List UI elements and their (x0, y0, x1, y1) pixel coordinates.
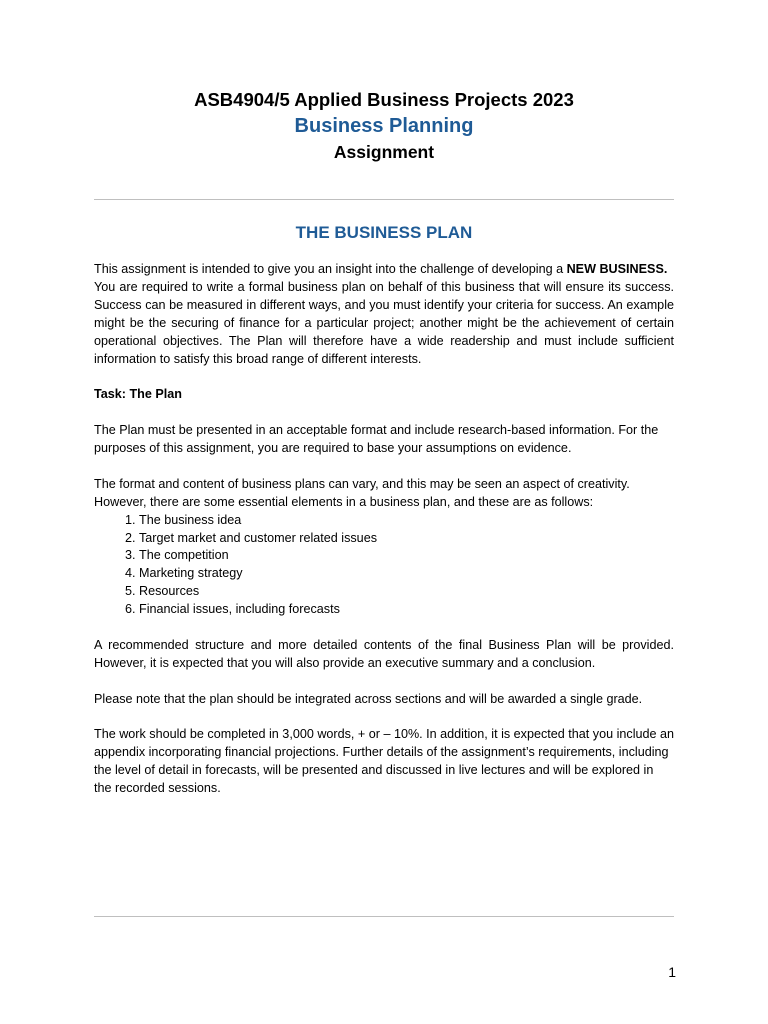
intro-paragraph-1 (94, 261, 674, 279)
task-paragraph-3: A recommended structure and more detailed contents of the final Business Plan will be provided. However, it is expected that you will also provide an executive summary and a conclusion. (94, 637, 674, 670)
task-paragraph-5: The work should be completed in 3,000 words, + or – 10%. In addition, it is expected that you include an appendix incorporating financial projections. Further details of the assignment’s requirements, including the level of detail in forecasts, will be presented and discussed in live lectures and will be explored in the recorded sessions. (94, 727, 675, 796)
task-paragraph-4: Please note that the plan should be integrated across sections and will be awarded a single grade. (94, 691, 643, 706)
top-divider (94, 199, 674, 200)
list-item: 5. Resources (139, 583, 674, 601)
list-item: 3. The competition (139, 547, 674, 565)
document-body (94, 261, 674, 798)
document-header (0, 87, 768, 165)
task-heading: Task: The Plan (94, 387, 182, 402)
intro-paragraph-2: You are required to write a formal business plan on behalf of this business that will ensure its success. Success can be measured in different ways, and you must identify your criteria for success. An example might be the securing of finance for a particular project; another might be the achievement of certain operational objectives. The Plan will therefore have a wide readership and must include sufficient information to satisfy this broad range of different interests. (94, 279, 674, 366)
section-heading: THE BUSINESS PLAN (295, 223, 473, 242)
list-item: 1. The business idea (139, 512, 674, 530)
list-item: 6. Financial issues, including forecasts (139, 601, 674, 619)
page-number: 1 (668, 964, 676, 980)
intro-text: This assignment is intended to give you an insight into the challenge of developing a (94, 262, 567, 276)
assignment-title: Assignment (333, 142, 435, 162)
list-item: 4. Marketing strategy (139, 565, 674, 583)
intro-bold-text: NEW BUSINESS. (566, 262, 668, 276)
task-paragraph-2: The format and content of business plans can vary, and this may be seen an aspect of creativity. However, there are some essential elements in a business plan, and these are as follows: (94, 476, 630, 509)
essential-elements-list (94, 512, 674, 619)
task-paragraph-1: The Plan must be presented in an acceptable format and include research-based information. For the purposes of this assignment, you are required to base your assumptions on evidence. (94, 423, 659, 456)
planning-title: Business Planning (294, 115, 474, 137)
bottom-divider (94, 916, 674, 917)
list-item: 2. Target market and customer related issues (139, 530, 674, 548)
course-title: ASB4904/5 Applied Business Projects 2023 (194, 89, 574, 110)
